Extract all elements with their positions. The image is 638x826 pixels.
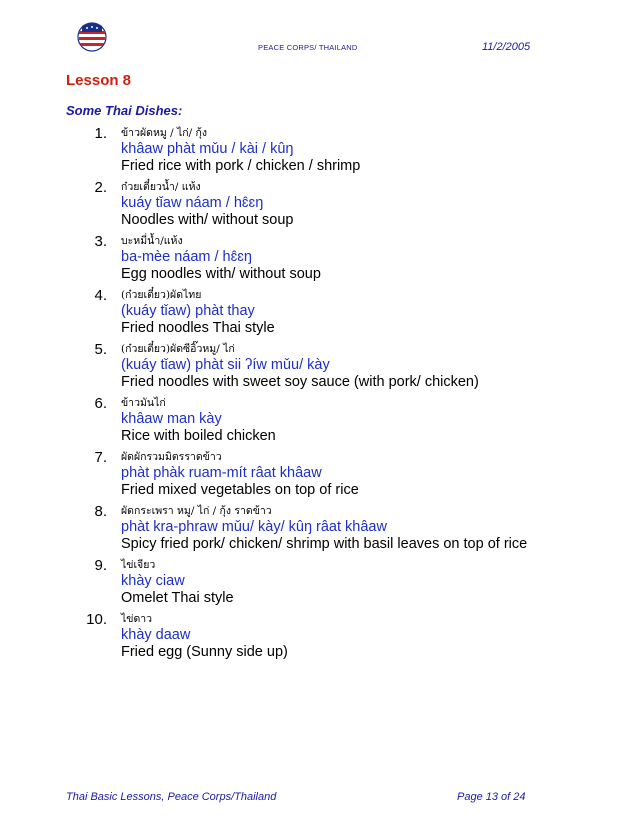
dish-item [0, 445, 638, 499]
dish-thai-name: ผัดผักรวมมิตรราดข้าว [121, 451, 222, 463]
dish-number: 3. [94, 233, 107, 250]
dish-item [0, 553, 638, 607]
dish-transliteration: khâaw man kày [121, 411, 222, 427]
dish-thai-name: (ก๋วยเตี๋ยว)ผัดซีอิ๊วหมู/ ไก่ [121, 343, 235, 355]
dish-item [0, 283, 638, 337]
dish-thai-name: บะหมี่น้ำ/แห้ง [121, 235, 183, 247]
dish-transliteration: phàt phàk ruam-mít râat khâaw [121, 465, 322, 481]
dish-item [0, 175, 638, 229]
dish-transliteration: (kuáy tǐaw) phàt sii ʔíw mǔu/ kày [121, 357, 330, 373]
dish-english: Omelet Thai style [121, 590, 234, 606]
dish-number: 7. [94, 449, 107, 466]
dish-thai-name: (ก๋วยเตี๋ยว)ผัดไทย [121, 289, 202, 301]
dish-number: 5. [94, 341, 107, 358]
dish-english: Fried egg (Sunny side up) [121, 644, 288, 660]
dish-item [0, 337, 638, 391]
dish-english: Fried rice with pork / chicken / shrimp [121, 158, 361, 174]
dish-thai-name: ข้าวผัดหมู / ไก่/ กุ้ง [121, 127, 207, 139]
dish-thai-name: ผัดกระเพรา หมู/ ไก่ / กุ้ง ราดข้าว [121, 505, 272, 517]
dish-item [0, 391, 638, 445]
dish-thai-name: ข้าวมันไก่ [121, 397, 166, 409]
dish-item [0, 499, 638, 553]
dish-english: Spicy fried pork/ chicken/ shrimp with basil leaves on top of rice [121, 536, 528, 552]
dish-transliteration: khâaw phàt mǔu / kài / kûŋ [121, 141, 294, 157]
dish-number: 10. [86, 611, 107, 628]
dish-number: 8. [94, 503, 107, 520]
header-date: 11/2/2005 [482, 41, 531, 53]
dish-list [0, 121, 638, 661]
dish-english: Fried noodles with sweet soy sauce (with pork/ chicken) [121, 374, 479, 390]
dish-english: Fried mixed vegetables on top of rice [121, 482, 359, 498]
dish-number: 9. [94, 557, 107, 574]
dish-thai-name: ก๋วยเตี๋ยวน้ำ/ แห้ง [121, 181, 201, 193]
peace-corps-logo-icon [77, 22, 107, 52]
lesson-title: Lesson 8 [66, 72, 132, 89]
dish-english: Rice with boiled chicken [121, 428, 276, 444]
dish-item [0, 607, 638, 661]
dish-transliteration: khày daaw [121, 627, 191, 643]
dish-english: Noodles with/ without soup [121, 212, 294, 228]
dish-thai-name: ไข่เจียว [121, 559, 156, 571]
dish-number: 1. [94, 125, 107, 142]
dish-english: Fried noodles Thai style [121, 320, 275, 336]
section-subtitle: Some Thai Dishes: [66, 103, 183, 118]
dish-number: 6. [94, 395, 107, 412]
dish-number: 4. [94, 287, 107, 304]
dish-transliteration: (kuáy tǐaw) phàt thay [121, 303, 255, 319]
dish-transliteration: kuáy tǐaw náam / hɛ̂ɛŋ [121, 195, 264, 211]
dish-english: Egg noodles with/ without soup [121, 266, 321, 282]
footer-title: Thai Basic Lessons, Peace Corps/Thailand [66, 791, 277, 803]
dish-thai-name: ไข่ดาว [121, 613, 153, 625]
dish-transliteration: khày ciaw [121, 573, 185, 589]
header-organization: PEACE CORPS/ THAILAND [258, 43, 358, 52]
dish-transliteration: ba-mèe náam / hɛ̂ɛŋ [121, 249, 252, 265]
dish-item [0, 121, 638, 175]
footer-page-number: Page 13 of 24 [457, 791, 526, 803]
dish-item [0, 229, 638, 283]
dish-number: 2. [94, 179, 107, 196]
dish-transliteration: phàt kra-phraw mǔu/ kày/ kûŋ râat khâaw [121, 519, 387, 535]
